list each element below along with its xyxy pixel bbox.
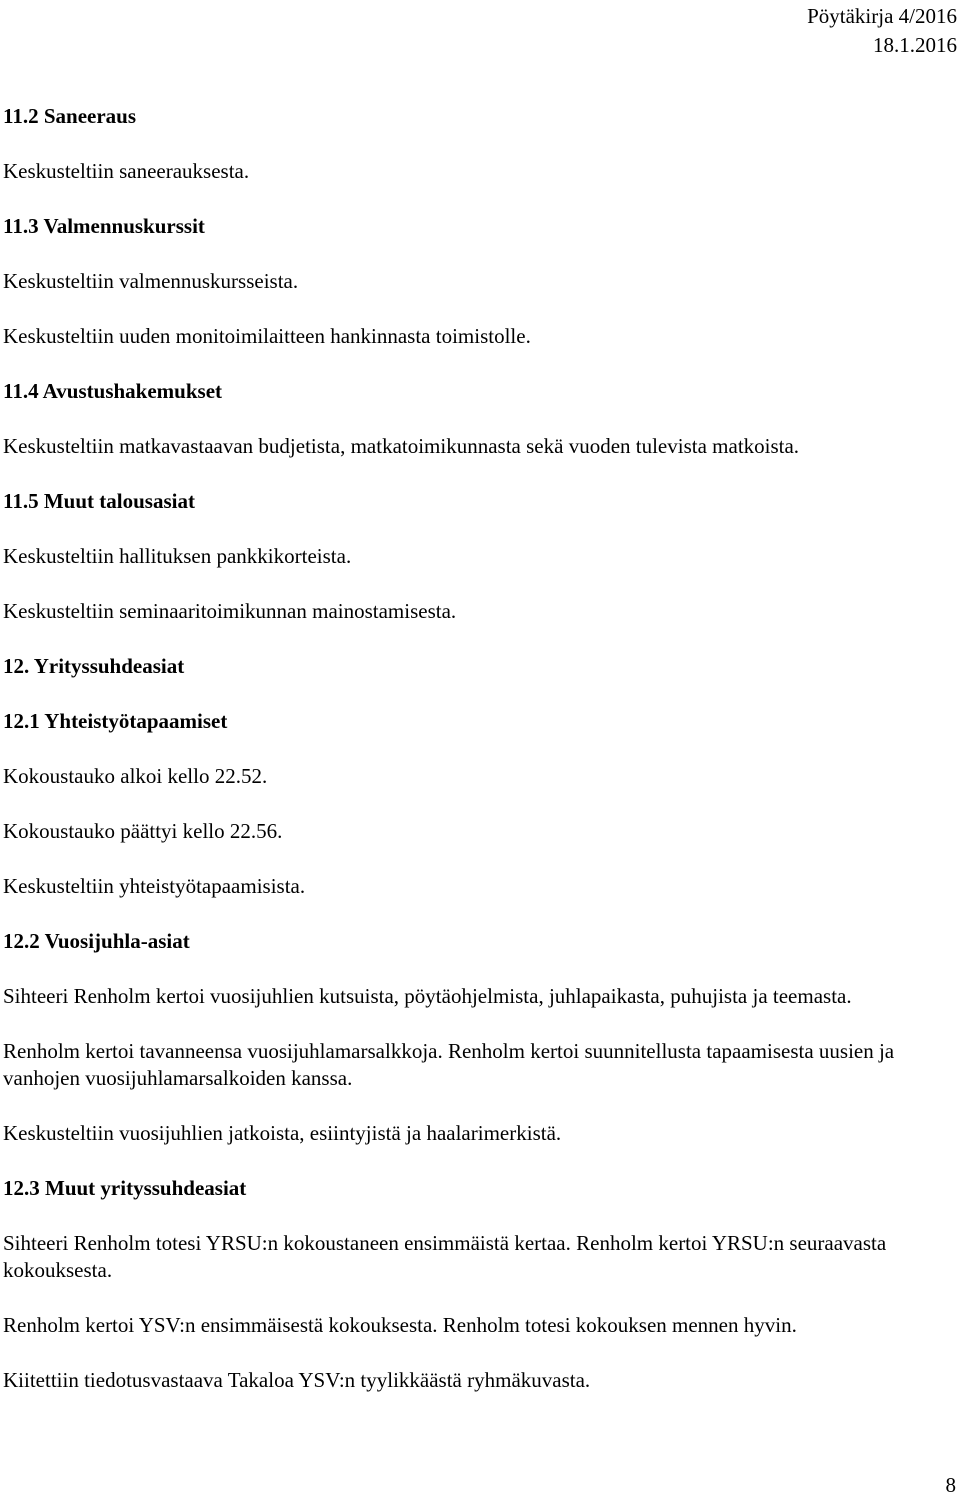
paragraph: Sihteeri Renholm totesi YRSU:n kokoustaneen ensimmäistä kertaa. Renholm kertoi YRSU:n seuraavasta kokouksesta. [3,1231,887,1282]
section-heading-11-2: 11.2 Saneeraus [3,104,137,128]
paragraph: Keskusteltiin seminaaritoimikunnan mainostamisesta. [3,599,457,623]
document-date: 18.1.2016 [873,33,957,57]
paragraph: Keskusteltiin saneerauksesta. [3,159,250,183]
section-heading-11-4: 11.4 Avustushakemukset [3,379,223,403]
paragraph: Keskusteltiin uuden monitoimilaitteen hankinnasta toimistolle. [3,324,531,348]
section-heading-12-2: 12.2 Vuosijuhla-asiat [3,929,190,953]
paragraph: Keskusteltiin valmennuskursseista. [3,269,299,293]
paragraph: Renholm kertoi YSV:n ensimmäisestä kokouksesta. Renholm totesi kokouksen mennen hyvin. [3,1313,797,1337]
section-heading-11-3: 11.3 Valmennuskurssit [3,214,205,238]
paragraph: Kokoustauko alkoi kello 22.52. [3,764,268,788]
section-heading-12-1: 12.1 Yhteistyötapaamiset [3,709,228,733]
paragraph: Keskusteltiin matkavastaavan budjetista, matkatoimikunnasta sekä vuoden tulevista matkoista. [3,434,800,458]
paragraph: Renholm kertoi tavanneensa vuosijuhlamarsalkkoja. Renholm kertoi suunnitellusta tapaamisesta uusien ja vanhojen vuosijuhlamarsalkoiden kanssa. [3,1039,895,1090]
section-heading-11-5: 11.5 Muut talousasiat [3,489,195,513]
paragraph: Sihteeri Renholm kertoi vuosijuhlien kutsuista, pöytäohjelmista, juhlapaikasta, puhujista ja teemasta. [3,984,852,1008]
paragraph: Keskusteltiin hallituksen pankkikorteista. [3,544,352,568]
paragraph: Keskusteltiin vuosijuhlien jatkoista, esiintyjistä ja haalarimerkistä. [3,1121,562,1145]
document-body [3,103,933,1422]
paragraph: Kokoustauko päättyi kello 22.56. [3,819,283,843]
section-heading-12-3: 12.3 Muut yrityssuhdeasiat [3,1176,247,1200]
paragraph: Kiitettiin tiedotusvastaava Takaloa YSV:n tyylikkäästä ryhmäkuvasta. [3,1368,591,1392]
page-number: 8 [945,1473,956,1497]
document-header [807,2,957,60]
document-title: Pöytäkirja 4/2016 [807,4,957,28]
section-heading-12: 12. Yrityssuhdeasiat [3,654,185,678]
paragraph: Keskusteltiin yhteistyötapaamisista. [3,874,306,898]
